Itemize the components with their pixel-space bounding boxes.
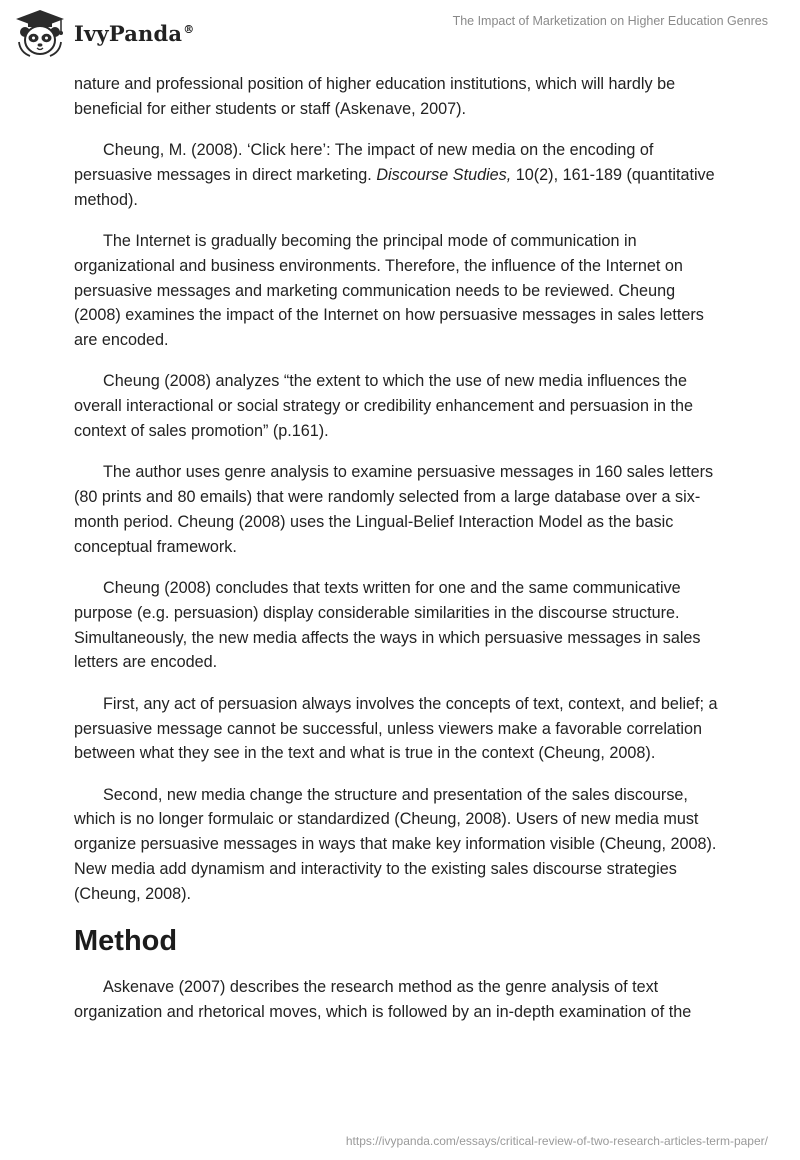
essay-body [74,72,724,1041]
paragraph: The author uses genre analysis to examine persuasive messages in 160 sales letters (80 prints and 80 emails) that were randomly selected from a large database over a six-month period. Cheung (2008) uses the Lingual-Belief Interaction Model as the basic conceptual framework. [74,463,714,556]
section-heading-method: Method [74,925,178,958]
page-header [0,0,800,70]
journal-title: Discourse Studies, [376,165,512,184]
panda-graduate-icon [14,8,66,58]
document-title: The Impact of Marketization on Higher Education Genres [452,14,768,28]
paragraph: Cheung (2008) concludes that texts written for one and the same communicative purpose (e.g. persuasion) display considerable similarities in the discourse structure. Simultaneously, the new media affects the ways in which persuasive messages in sales letters are encoded. [74,579,701,672]
paragraph: First, any act of persuasion always involves the concepts of text, context, and belief; a persuasive message cannot be successful, unless viewers make a favorable correlation between what they see in the text and what is true in the context (Cheung, 2008). [74,694,718,763]
logo-wordmark: IvyPanda® [74,20,195,46]
source-url[interactable]: https://ivypanda.com/essays/critical-review-of-two-research-articles-term-paper/ [345,1134,768,1148]
paragraph: The Internet is gradually becoming the principal mode of communication in organizational and business environments. Therefore, the influence of the Internet on persuasive messages and marketing communication needs to be reviewed. Cheung (2008) examines the impact of the Internet on how persuasive messages in sales letters are encoded. [74,231,704,350]
reference-entry: Cheung, M. (2008). ‘Click here’: The impact of new media on the encoding of persuasive messages in direct marketing. Discourse Studies, 10(2), 161-189 (quantitative method). [74,141,715,209]
ivypanda-logo[interactable] [14,8,194,58]
paragraph: Askenave (2007) describes the research method as the genre analysis of text organization and rhetorical moves, which is followed by an in-depth examination of the [74,978,692,1021]
paragraph: Cheung (2008) analyzes “the extent to which the use of new media influences the overall interactional or social strategy or credibility enhancement and persuasion in the context of sales promotion” (p.161). [74,372,694,441]
paragraph-continuation: nature and professional position of higher education institutions, which will hardly be beneficial for either students or staff (Askenave, 2007). [74,75,676,118]
paragraph: Second, new media change the structure and presentation of the sales discourse, which is no longer formulaic or standardized (Cheung, 2008). Users of new media must organize persuasive messages in ways that make key information visible (Cheung, 2008). New media add dynamism and interactivity to the existing sales discourse strategies (Cheung, 2008). [74,785,717,903]
